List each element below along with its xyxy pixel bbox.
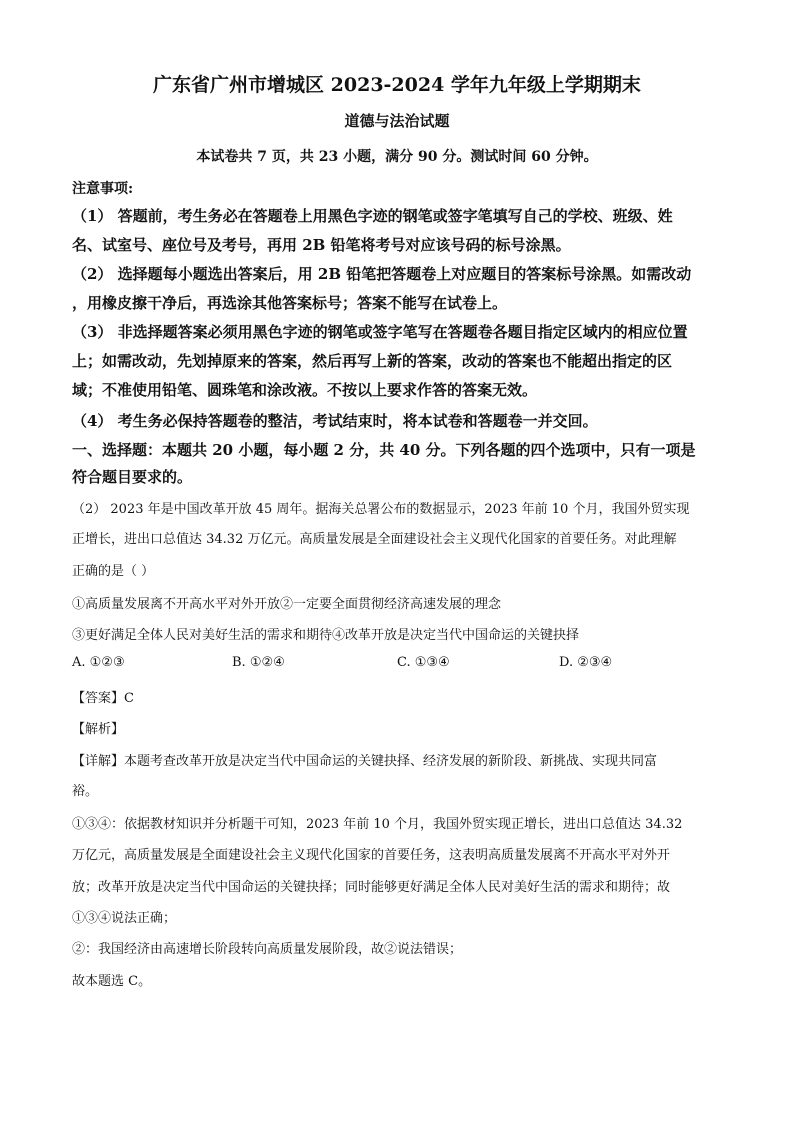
analysis-line: 放；改革开放是决定当代中国命运的关键抉择；同时能够更好满足全体人民对美好生活的需求和期待；故: [72, 880, 671, 895]
section-heading: 符合题目要求的。: [72, 468, 193, 486]
notice-line: （3） 非选择题答案必须用黑色字迹的钢笔或签字笔写在答题卷各题目指定区域内的相应位置: [72, 323, 688, 341]
question-stem: 正确的是（ ）: [72, 564, 155, 579]
notice-line: 名、试室号、座位号及考号，再用 2B 铅笔将考号对应该号码的标号涂黑。: [72, 236, 571, 254]
section-heading: 一、选择题：本题共 20 小题，每小题 2 分，共 40 分。下列各题的四个选项中，只有一项是: [72, 441, 696, 459]
analysis-line: ①③④说法正确；: [72, 911, 177, 926]
statement: ③更好满足全体人民对美好生活的需求和期待④改革开放是决定当代中国命运的关键抉择: [72, 628, 580, 643]
option-a: A. ①②③: [72, 655, 125, 670]
analysis-line: ②：我国经济由高速增长阶段转向高质量发展阶段，故②说法错误；: [72, 942, 463, 957]
answer-label: 【答案】C: [72, 691, 134, 706]
question-stem: （2） 2023 年是中国改革开放 45 周年。据海关总署公布的数据显示，2023 年前 10 个月，我国外贸实现: [72, 502, 690, 517]
notice-line: 上；如需改动，先划掉原来的答案，然后再写上新的答案，改动的答案也不能超出指定的区: [72, 352, 673, 370]
analysis-line: 万亿元，高质量发展是全面建设社会主义现代化国家的首要任务，这表明高质量发展离不开高水平对外开: [72, 848, 671, 863]
question-stem: 正增长，进出口总值达 34.32 万亿元。高质量发展是全面建设社会主义现代化国家的首要任务。对此理解: [72, 532, 677, 547]
notice-line: 域；不准使用铅笔、圆珠笔和涂改液。不按以上要求作答的答案无效。: [72, 381, 538, 399]
document-subtitle: 道德与法治试题: [344, 112, 450, 130]
notice-line: （1） 答题前，考生务必在答题卷上用黑色字迹的钢笔或签字笔填写自己的学校、班级、姓: [72, 207, 673, 225]
analysis-line: 故本题选 C。: [72, 974, 152, 989]
analysis-line: 【详解】本题考查改革开放是决定当代中国命运的关键抉择、经济发展的新阶段、新挑战、实现共同富: [72, 754, 658, 769]
option-d: D. ②③④: [559, 655, 613, 670]
document-title: 广东省广州市增城区 2023-2024 学年九年级上学期期末: [153, 74, 641, 96]
analysis-line: ①③④：依据教材知识并分析题干可知，2023 年前 10 个月，我国外贸实现正增长，进出口总值达 34.32: [72, 817, 683, 832]
statement: ①高质量发展离不开高水平对外开放②一定要全面贯彻经济高速发展的理念: [72, 597, 502, 612]
notice-line: ，用橡皮擦干净后，再选涂其他答案标号；答案不能写在试卷上。: [72, 294, 508, 312]
notice-heading: 注意事项:: [72, 181, 134, 197]
notice-line: （4） 考生务必保持答题卷的整洁，考试结束时，将本试卷和答题卷一并交回。: [72, 412, 598, 430]
option-c: C. ①③④: [397, 655, 450, 670]
exam-info: 本试卷共 7 页，共 23 小题，满分 90 分。测试时间 60 分钟。: [196, 149, 598, 165]
notice-line: （2） 选择题每小题选出答案后，用 2B 铅笔把答题卷上对应题目的答案标号涂黑。如需改动: [72, 265, 692, 283]
analysis-line: 裕。: [72, 784, 99, 799]
option-b: B. ①②④: [232, 655, 285, 670]
analysis-label: 【解析】: [72, 722, 125, 737]
